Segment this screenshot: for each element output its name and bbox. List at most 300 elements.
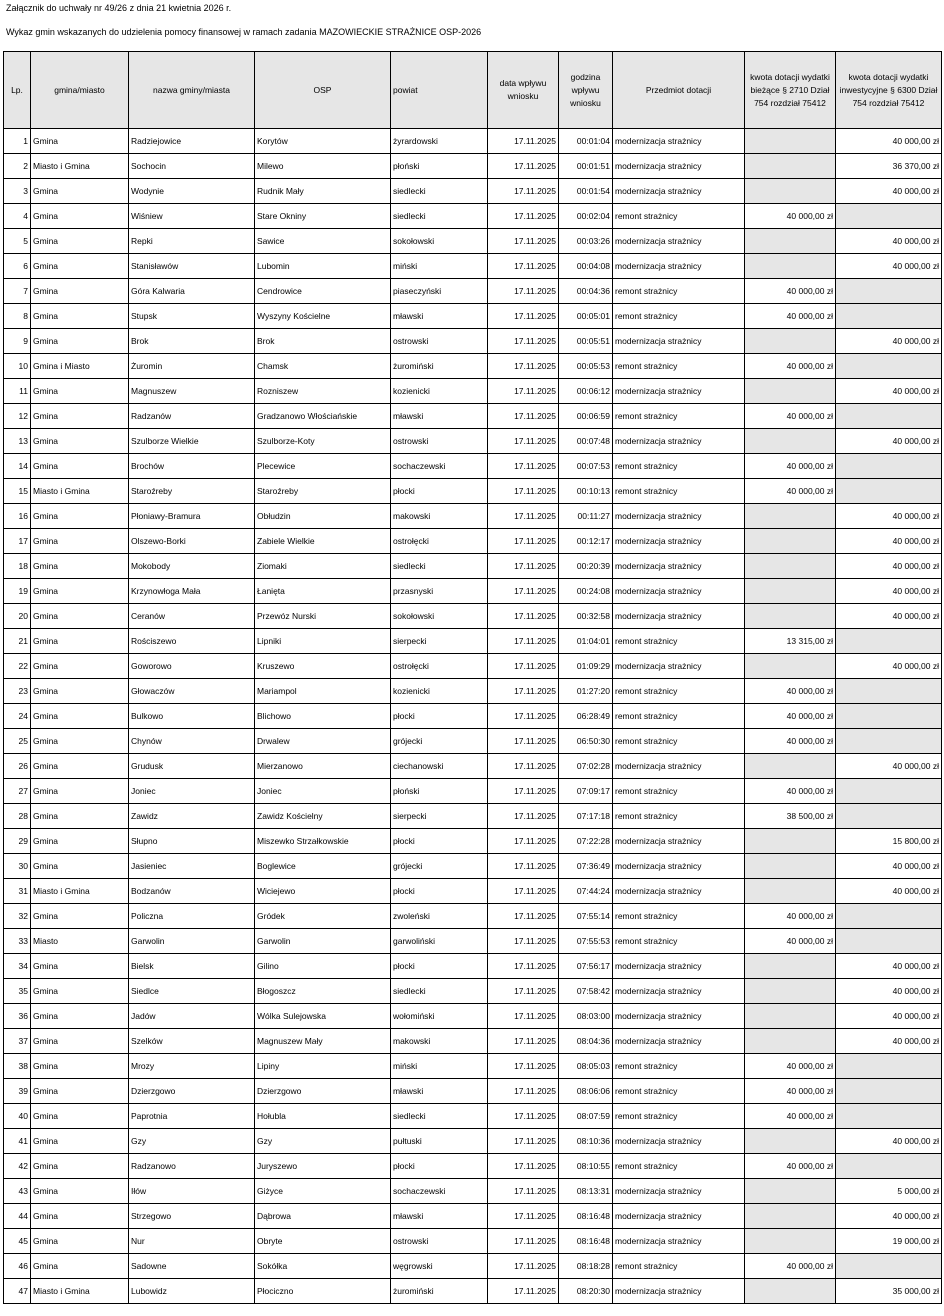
cell-osp: Wyszyny Kościelne: [255, 304, 391, 329]
cell-osp: Mariampol: [255, 679, 391, 704]
cell-current-grant: [745, 1204, 836, 1229]
cell-investment-grant: [836, 629, 942, 654]
cell-subject: modernizacja strażnicy: [613, 604, 745, 629]
table-row: [4, 179, 942, 204]
cell-lp: 39: [4, 1079, 31, 1104]
table-row: [4, 704, 942, 729]
cell-lp: 31: [4, 879, 31, 904]
cell-investment-grant: [836, 929, 942, 954]
header-current: kwota dotacji wydatki bieżące § 2710 Dział 754 rozdział 75412: [745, 52, 836, 129]
cell-time: 07:44:24: [559, 879, 613, 904]
cell-date: 17.11.2025: [488, 1004, 559, 1029]
cell-powiat: ostrowski: [391, 1229, 488, 1254]
cell-name: Policzna: [129, 904, 255, 929]
cell-name: Głowaczów: [129, 679, 255, 704]
cell-type: Miasto i Gmina: [31, 479, 129, 504]
cell-name: Bodzanów: [129, 879, 255, 904]
cell-date: 17.11.2025: [488, 1029, 559, 1054]
cell-lp: 43: [4, 1179, 31, 1204]
cell-date: 17.11.2025: [488, 754, 559, 779]
table-row: [4, 379, 942, 404]
cell-osp: Łanięta: [255, 579, 391, 604]
cell-time: 08:03:00: [559, 1004, 613, 1029]
cell-time: 00:06:12: [559, 379, 613, 404]
cell-investment-grant: 40 000,00 zł: [836, 379, 942, 404]
cell-current-grant: 40 000,00 zł: [745, 929, 836, 954]
cell-type: Gmina: [31, 279, 129, 304]
cell-time: 06:50:30: [559, 729, 613, 754]
cell-time: 00:10:13: [559, 479, 613, 504]
cell-current-grant: [745, 504, 836, 529]
cell-investment-grant: 40 000,00 zł: [836, 579, 942, 604]
table-header-row: [4, 52, 942, 129]
cell-investment-grant: [836, 1254, 942, 1279]
cell-investment-grant: 40 000,00 zł: [836, 654, 942, 679]
cell-powiat: mławski: [391, 304, 488, 329]
cell-time: 08:18:28: [559, 1254, 613, 1279]
cell-current-grant: [745, 1129, 836, 1154]
cell-type: Gmina: [31, 1229, 129, 1254]
cell-investment-grant: [836, 904, 942, 929]
cell-date: 17.11.2025: [488, 1129, 559, 1154]
cell-name: Iłów: [129, 1179, 255, 1204]
cell-time: 08:16:48: [559, 1204, 613, 1229]
cell-investment-grant: 40 000,00 zł: [836, 554, 942, 579]
cell-current-grant: 40 000,00 zł: [745, 779, 836, 804]
cell-powiat: sochaczewski: [391, 1179, 488, 1204]
cell-subject: modernizacja strażnicy: [613, 829, 745, 854]
header-time: godzina wpływu wniosku: [559, 52, 613, 129]
cell-name: Brok: [129, 329, 255, 354]
cell-type: Gmina: [31, 1104, 129, 1129]
table-row: [4, 454, 942, 479]
cell-investment-grant: 40 000,00 zł: [836, 504, 942, 529]
cell-current-grant: 13 315,00 zł: [745, 629, 836, 654]
cell-investment-grant: [836, 1079, 942, 1104]
cell-powiat: grójecki: [391, 854, 488, 879]
table-row: [4, 804, 942, 829]
cell-date: 17.11.2025: [488, 354, 559, 379]
cell-powiat: płocki: [391, 879, 488, 904]
cell-lp: 33: [4, 929, 31, 954]
header-lp: Lp.: [4, 52, 31, 129]
cell-powiat: sierpecki: [391, 629, 488, 654]
cell-time: 00:24:08: [559, 579, 613, 604]
table-row: [4, 354, 942, 379]
cell-subject: remont strażnicy: [613, 1079, 745, 1104]
cell-lp: 8: [4, 304, 31, 329]
cell-subject: remont strażnicy: [613, 929, 745, 954]
cell-name: Sochocin: [129, 154, 255, 179]
cell-lp: 11: [4, 379, 31, 404]
cell-current-grant: [745, 529, 836, 554]
cell-name: Krzynowłoga Mała: [129, 579, 255, 604]
cell-date: 17.11.2025: [488, 1229, 559, 1254]
cell-investment-grant: 40 000,00 zł: [836, 954, 942, 979]
cell-investment-grant: 40 000,00 zł: [836, 529, 942, 554]
cell-osp: Płociczno: [255, 1279, 391, 1304]
cell-lp: 6: [4, 254, 31, 279]
cell-investment-grant: 40 000,00 zł: [836, 254, 942, 279]
cell-current-grant: [745, 254, 836, 279]
cell-date: 17.11.2025: [488, 779, 559, 804]
cell-type: Gmina: [31, 129, 129, 154]
cell-date: 17.11.2025: [488, 1279, 559, 1304]
cell-powiat: miński: [391, 254, 488, 279]
cell-powiat: sokołowski: [391, 229, 488, 254]
cell-subject: modernizacja strażnicy: [613, 654, 745, 679]
cell-osp: Ziomaki: [255, 554, 391, 579]
cell-investment-grant: 40 000,00 zł: [836, 879, 942, 904]
cell-time: 08:10:55: [559, 1154, 613, 1179]
cell-time: 00:11:27: [559, 504, 613, 529]
cell-investment-grant: [836, 679, 942, 704]
cell-name: Garwolin: [129, 929, 255, 954]
table-row: [4, 279, 942, 304]
cell-current-grant: [745, 179, 836, 204]
cell-subject: modernizacja strażnicy: [613, 154, 745, 179]
table-row: [4, 1154, 942, 1179]
header-subject: Przedmiot dotacji: [613, 52, 745, 129]
cell-time: 00:02:04: [559, 204, 613, 229]
cell-subject: modernizacja strażnicy: [613, 854, 745, 879]
cell-date: 17.11.2025: [488, 1079, 559, 1104]
table-row: [4, 954, 942, 979]
cell-powiat: kozienicki: [391, 679, 488, 704]
attachment-note: Załącznik do uchwały nr 49/26 z dnia 21 kwietnia 2026 r.: [6, 3, 232, 13]
cell-type: Gmina: [31, 729, 129, 754]
table-row: [4, 229, 942, 254]
cell-type: Gmina: [31, 529, 129, 554]
cell-name: Mrozy: [129, 1054, 255, 1079]
cell-lp: 27: [4, 779, 31, 804]
table-row: [4, 1029, 942, 1054]
cell-osp: Zabiele Wielkie: [255, 529, 391, 554]
table-row: [4, 1279, 942, 1304]
header-powiat: powiat: [391, 52, 488, 129]
cell-date: 17.11.2025: [488, 979, 559, 1004]
cell-lp: 46: [4, 1254, 31, 1279]
cell-lp: 35: [4, 979, 31, 1004]
cell-powiat: grójecki: [391, 729, 488, 754]
cell-investment-grant: 40 000,00 zł: [836, 329, 942, 354]
cell-type: Gmina: [31, 504, 129, 529]
cell-subject: remont strażnicy: [613, 1054, 745, 1079]
cell-osp: Magnuszew Mały: [255, 1029, 391, 1054]
table-body: [4, 129, 942, 1304]
cell-current-grant: [745, 1004, 836, 1029]
cell-powiat: siedlecki: [391, 204, 488, 229]
cell-time: 01:27:20: [559, 679, 613, 704]
cell-current-grant: 40 000,00 zł: [745, 454, 836, 479]
cell-current-grant: [745, 854, 836, 879]
cell-date: 17.11.2025: [488, 1204, 559, 1229]
cell-investment-grant: [836, 804, 942, 829]
cell-current-grant: [745, 1279, 836, 1304]
cell-subject: remont strażnicy: [613, 404, 745, 429]
cell-time: 07:56:17: [559, 954, 613, 979]
cell-time: 07:55:53: [559, 929, 613, 954]
cell-powiat: siedlecki: [391, 554, 488, 579]
cell-powiat: płocki: [391, 829, 488, 854]
cell-type: Gmina: [31, 554, 129, 579]
cell-time: 00:03:26: [559, 229, 613, 254]
cell-type: Gmina: [31, 1079, 129, 1104]
cell-name: Radzanowo: [129, 1154, 255, 1179]
cell-subject: modernizacja strażnicy: [613, 429, 745, 454]
cell-time: 08:07:59: [559, 1104, 613, 1129]
grant-table: [3, 51, 942, 1304]
cell-time: 07:09:17: [559, 779, 613, 804]
cell-subject: remont strażnicy: [613, 904, 745, 929]
cell-subject: modernizacja strażnicy: [613, 529, 745, 554]
cell-name: Bulkowo: [129, 704, 255, 729]
cell-current-grant: [745, 229, 836, 254]
cell-date: 17.11.2025: [488, 1104, 559, 1129]
cell-powiat: wołomiński: [391, 1004, 488, 1029]
cell-lp: 40: [4, 1104, 31, 1129]
cell-investment-grant: 40 000,00 zł: [836, 229, 942, 254]
cell-lp: 38: [4, 1054, 31, 1079]
cell-date: 17.11.2025: [488, 504, 559, 529]
cell-current-grant: 40 000,00 zł: [745, 704, 836, 729]
cell-powiat: kozienicki: [391, 379, 488, 404]
cell-name: Dzierzgowo: [129, 1079, 255, 1104]
cell-lp: 16: [4, 504, 31, 529]
cell-type: Miasto: [31, 929, 129, 954]
cell-investment-grant: [836, 404, 942, 429]
cell-lp: 1: [4, 129, 31, 154]
cell-osp: Kruszewo: [255, 654, 391, 679]
cell-osp: Chamsk: [255, 354, 391, 379]
cell-lp: 15: [4, 479, 31, 504]
cell-subject: remont strażnicy: [613, 479, 745, 504]
cell-type: Gmina: [31, 454, 129, 479]
cell-osp: Obłudzin: [255, 504, 391, 529]
cell-type: Gmina: [31, 254, 129, 279]
cell-powiat: przasnyski: [391, 579, 488, 604]
cell-date: 17.11.2025: [488, 529, 559, 554]
cell-lp: 37: [4, 1029, 31, 1054]
cell-subject: modernizacja strażnicy: [613, 379, 745, 404]
cell-lp: 13: [4, 429, 31, 454]
cell-date: 17.11.2025: [488, 404, 559, 429]
cell-lp: 47: [4, 1279, 31, 1304]
cell-powiat: ostrowski: [391, 329, 488, 354]
cell-name: Stanisławów: [129, 254, 255, 279]
cell-investment-grant: [836, 204, 942, 229]
cell-osp: Plecewice: [255, 454, 391, 479]
cell-current-grant: 40 000,00 zł: [745, 1104, 836, 1129]
cell-current-grant: [745, 829, 836, 854]
cell-type: Gmina: [31, 1004, 129, 1029]
cell-powiat: makowski: [391, 1029, 488, 1054]
table-row: [4, 604, 942, 629]
cell-type: Gmina: [31, 829, 129, 854]
cell-lp: 25: [4, 729, 31, 754]
cell-name: Zawidz: [129, 804, 255, 829]
table-row: [4, 404, 942, 429]
cell-name: Chynów: [129, 729, 255, 754]
cell-name: Radziejowice: [129, 129, 255, 154]
cell-powiat: ostrołęcki: [391, 529, 488, 554]
cell-date: 17.11.2025: [488, 654, 559, 679]
table-row: [4, 679, 942, 704]
cell-type: Gmina: [31, 429, 129, 454]
cell-subject: modernizacja strażnicy: [613, 579, 745, 604]
cell-osp: Brok: [255, 329, 391, 354]
cell-name: Rościszewo: [129, 629, 255, 654]
cell-investment-grant: 40 000,00 zł: [836, 1129, 942, 1154]
cell-type: Gmina: [31, 229, 129, 254]
table-row: [4, 154, 942, 179]
cell-subject: modernizacja strażnicy: [613, 1229, 745, 1254]
cell-date: 17.11.2025: [488, 379, 559, 404]
cell-subject: remont strażnicy: [613, 304, 745, 329]
cell-investment-grant: 5 000,00 zł: [836, 1179, 942, 1204]
cell-type: Gmina: [31, 204, 129, 229]
cell-subject: remont strażnicy: [613, 779, 745, 804]
cell-name: Lubowidz: [129, 1279, 255, 1304]
cell-name: Płoniawy-Bramura: [129, 504, 255, 529]
cell-name: Ceranów: [129, 604, 255, 629]
cell-investment-grant: 40 000,00 zł: [836, 854, 942, 879]
cell-lp: 2: [4, 154, 31, 179]
cell-date: 17.11.2025: [488, 629, 559, 654]
cell-time: 08:04:36: [559, 1029, 613, 1054]
cell-powiat: siedlecki: [391, 1104, 488, 1129]
cell-subject: remont strażnicy: [613, 1154, 745, 1179]
cell-lp: 20: [4, 604, 31, 629]
cell-type: Gmina: [31, 304, 129, 329]
cell-powiat: płoński: [391, 154, 488, 179]
table-row: [4, 829, 942, 854]
cell-investment-grant: [836, 1154, 942, 1179]
cell-powiat: płocki: [391, 704, 488, 729]
cell-type: Gmina: [31, 329, 129, 354]
cell-current-grant: [745, 1229, 836, 1254]
cell-date: 17.11.2025: [488, 1054, 559, 1079]
cell-current-grant: [745, 754, 836, 779]
cell-type: Miasto i Gmina: [31, 154, 129, 179]
cell-type: Gmina: [31, 1204, 129, 1229]
cell-type: Gmina: [31, 1154, 129, 1179]
cell-current-grant: 40 000,00 zł: [745, 354, 836, 379]
cell-date: 17.11.2025: [488, 704, 559, 729]
cell-current-grant: 40 000,00 zł: [745, 1054, 836, 1079]
cell-date: 17.11.2025: [488, 454, 559, 479]
cell-time: 08:13:31: [559, 1179, 613, 1204]
cell-lp: 32: [4, 904, 31, 929]
cell-current-grant: 40 000,00 zł: [745, 1154, 836, 1179]
cell-lp: 30: [4, 854, 31, 879]
cell-osp: Staroźreby: [255, 479, 391, 504]
cell-powiat: sochaczewski: [391, 454, 488, 479]
cell-osp: Błogoszcz: [255, 979, 391, 1004]
cell-time: 00:07:48: [559, 429, 613, 454]
cell-osp: Zawidz Kościelny: [255, 804, 391, 829]
cell-current-grant: [745, 1179, 836, 1204]
cell-current-grant: 40 000,00 zł: [745, 1079, 836, 1104]
cell-current-grant: [745, 979, 836, 1004]
cell-date: 17.11.2025: [488, 129, 559, 154]
cell-lp: 5: [4, 229, 31, 254]
table-row: [4, 929, 942, 954]
cell-investment-grant: 40 000,00 zł: [836, 429, 942, 454]
cell-date: 17.11.2025: [488, 579, 559, 604]
cell-osp: Gradzanowo Włościańskie: [255, 404, 391, 429]
cell-current-grant: [745, 129, 836, 154]
cell-powiat: pułtuski: [391, 1129, 488, 1154]
cell-powiat: żuromiński: [391, 1279, 488, 1304]
table-row: [4, 304, 942, 329]
cell-osp: Lubomin: [255, 254, 391, 279]
cell-subject: modernizacja strażnicy: [613, 129, 745, 154]
cell-osp: Giżyce: [255, 1179, 391, 1204]
cell-powiat: płocki: [391, 954, 488, 979]
cell-time: 00:05:01: [559, 304, 613, 329]
cell-powiat: mławski: [391, 1079, 488, 1104]
table-row: [4, 479, 942, 504]
cell-time: 00:07:53: [559, 454, 613, 479]
cell-subject: modernizacja strażnicy: [613, 1279, 745, 1304]
cell-current-grant: 40 000,00 zł: [745, 729, 836, 754]
cell-type: Gmina: [31, 804, 129, 829]
cell-time: 08:06:06: [559, 1079, 613, 1104]
cell-osp: Stare Okniny: [255, 204, 391, 229]
cell-name: Wodynie: [129, 179, 255, 204]
cell-current-grant: 40 000,00 zł: [745, 1254, 836, 1279]
cell-time: 07:02:28: [559, 754, 613, 779]
cell-name: Wiśniew: [129, 204, 255, 229]
cell-date: 17.11.2025: [488, 1154, 559, 1179]
cell-osp: Cendrowice: [255, 279, 391, 304]
cell-investment-grant: [836, 479, 942, 504]
cell-name: Gzy: [129, 1129, 255, 1154]
cell-date: 17.11.2025: [488, 329, 559, 354]
cell-current-grant: 40 000,00 zł: [745, 279, 836, 304]
cell-name: Radzanów: [129, 404, 255, 429]
cell-powiat: płocki: [391, 479, 488, 504]
cell-name: Nur: [129, 1229, 255, 1254]
table-row: [4, 1229, 942, 1254]
cell-powiat: ostrołęcki: [391, 654, 488, 679]
cell-name: Stupsk: [129, 304, 255, 329]
cell-time: 07:22:28: [559, 829, 613, 854]
cell-type: Miasto i Gmina: [31, 879, 129, 904]
cell-date: 17.11.2025: [488, 1254, 559, 1279]
cell-investment-grant: 19 000,00 zł: [836, 1229, 942, 1254]
cell-name: Strzegowo: [129, 1204, 255, 1229]
cell-type: Gmina: [31, 904, 129, 929]
cell-name: Repki: [129, 229, 255, 254]
cell-osp: Milewo: [255, 154, 391, 179]
cell-date: 17.11.2025: [488, 604, 559, 629]
cell-lp: 45: [4, 1229, 31, 1254]
cell-osp: Rozniszew: [255, 379, 391, 404]
cell-date: 17.11.2025: [488, 204, 559, 229]
header-name: nazwa gminy/miasta: [129, 52, 255, 129]
header-osp: OSP: [255, 52, 391, 129]
cell-name: Joniec: [129, 779, 255, 804]
cell-subject: modernizacja strażnicy: [613, 1004, 745, 1029]
cell-osp: Boglewice: [255, 854, 391, 879]
cell-date: 17.11.2025: [488, 679, 559, 704]
table-row: [4, 729, 942, 754]
cell-osp: Dzierzgowo: [255, 1079, 391, 1104]
cell-current-grant: 40 000,00 zł: [745, 679, 836, 704]
cell-subject: remont strażnicy: [613, 454, 745, 479]
